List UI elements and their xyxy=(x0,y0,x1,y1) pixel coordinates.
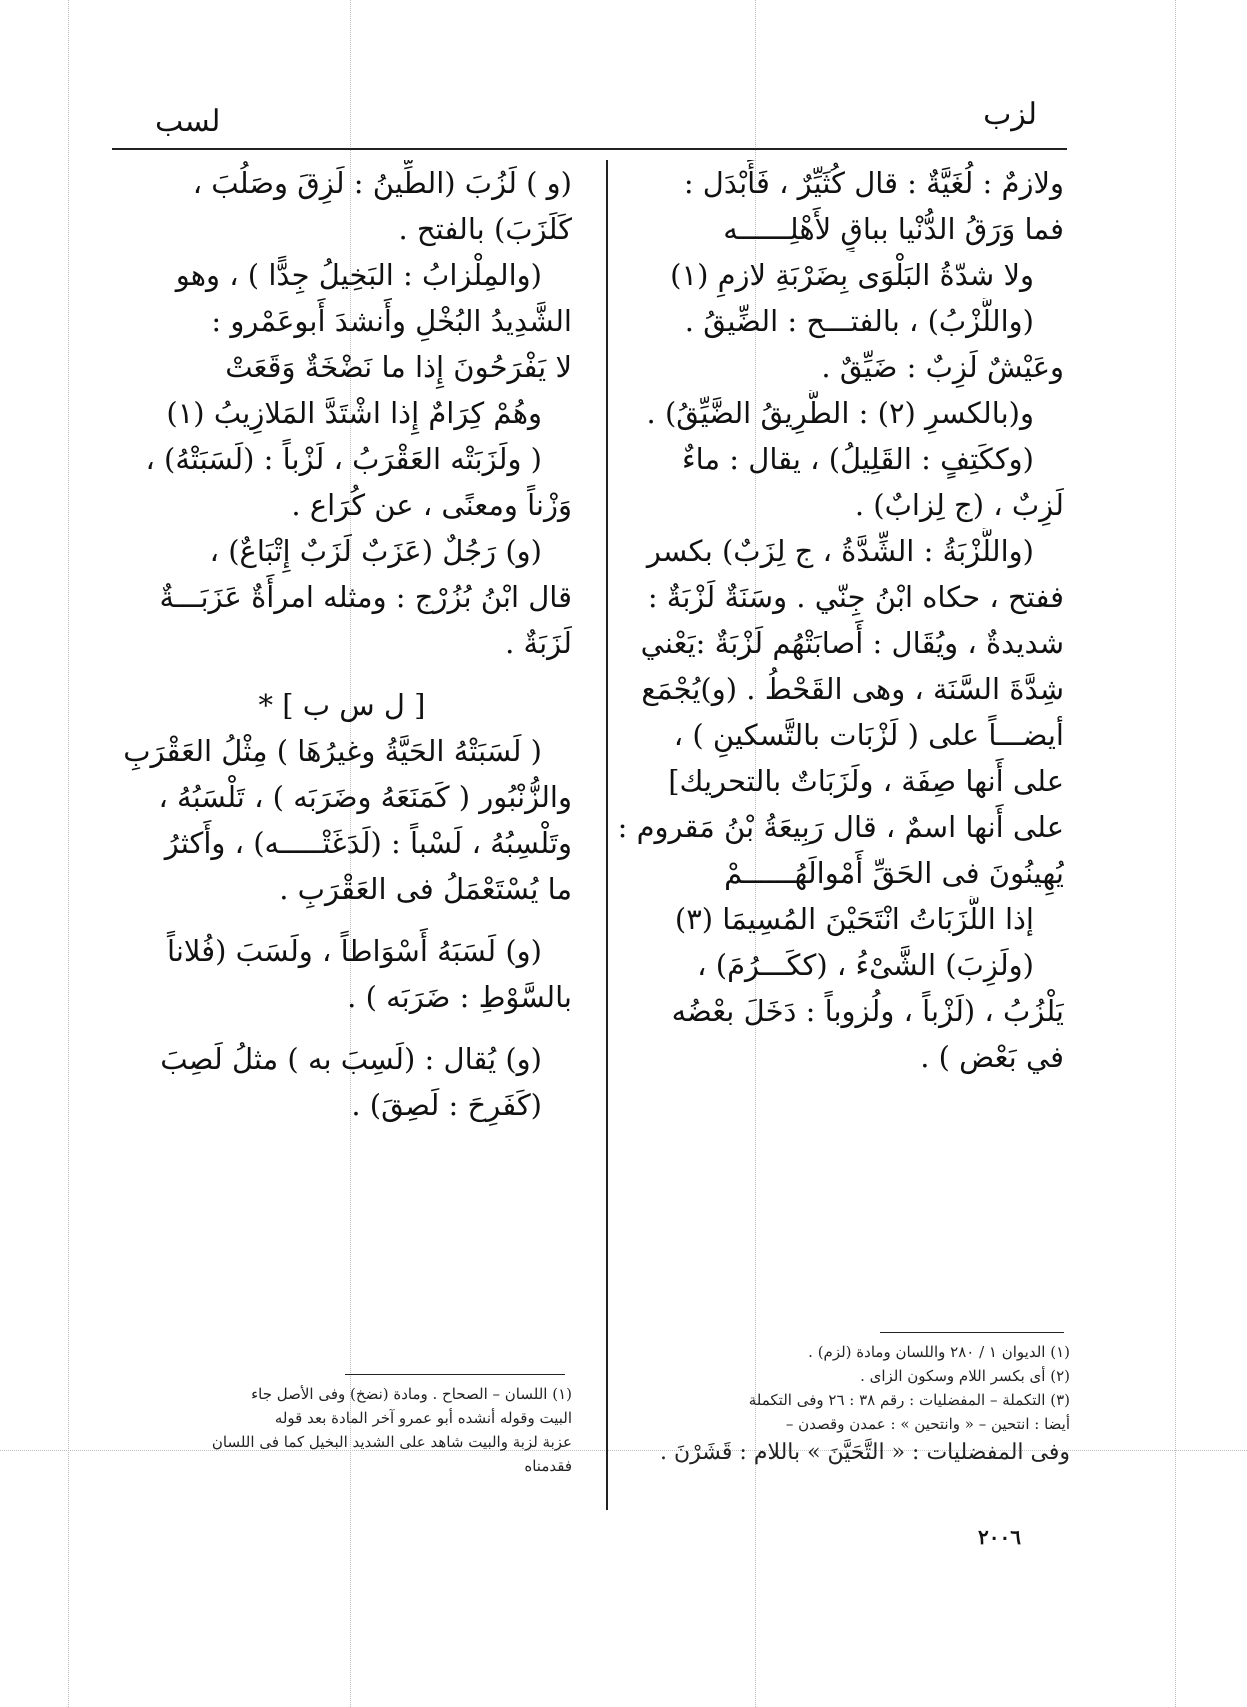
spacer xyxy=(112,666,572,682)
entry-line: (و) يُقال : (لَسِبَ به ) مثلُ لَصِبَ xyxy=(160,1042,542,1076)
verse-line: ولا شدّةُ البَلْوَى بِضَرْبَةِ لازمِ (١) xyxy=(670,258,1034,292)
verse-line: فما وَرَقُ الدُّنْيا بباقٍ لأَهْلِــــــه xyxy=(723,212,1064,246)
entry-line: (واللَّزْبَةُ : الشِّدَّةُ ، ج لِزَبٌ) بكسر xyxy=(646,534,1034,568)
text-line: ففتح ، حكاه ابْنُ جِنّي . وسَنَةٌ لَزْبَةٌ : xyxy=(647,580,1064,614)
footnote: فقدمناه xyxy=(524,1457,572,1475)
entry-line: ( لَسَبَتْهُ الحَيَّةُ وغيرُهَا ) مِثْلُ العَقْرَبِ xyxy=(123,734,542,768)
text-line: ما يُسْتَعْمَلُ فى العَقْرَبِ . xyxy=(279,872,572,906)
footnote: (٣) التكملة – المفضليات : رقم ٣٨ : ٢٦ وفى التكملة xyxy=(748,1391,1070,1409)
text-line: وَزْناً ومعنًى ، عن كُرَاع . xyxy=(291,488,572,522)
entry-line: و(بالكسرِ (٢) : الطَّرِيقُ الضَّيِّقُ) . xyxy=(646,396,1034,430)
footnotes-left xyxy=(112,1382,572,1478)
column-divider xyxy=(606,160,608,1510)
right-column xyxy=(612,160,1064,1080)
footnote: (١) الديوان ١ / ٢٨٠ واللسان ومادة (لزم) . xyxy=(808,1343,1070,1361)
footnote: عزبة لزبة والبيت شاهد على الشديد البخيل كما فى اللسان xyxy=(211,1433,572,1451)
text-line: (كَفَرِحَ : لَصِقَ) . xyxy=(351,1088,542,1122)
header-rule xyxy=(112,148,1067,150)
running-head-left: لسب xyxy=(155,104,221,139)
footnote: وفى المفضليات : « التَّحَيَّنَ » باللام : قَشَرْنَ . xyxy=(660,1440,1070,1465)
footnote-rule-right xyxy=(880,1332,1064,1333)
footnote: أيضا : انتحين – « وانتحين » : عمدن وقصدن – xyxy=(785,1415,1070,1433)
verse-line: لا يَفْرَحُونَ إِذا ما نَضْخَةٌ وَقَعَتْ xyxy=(225,350,572,384)
verse-line: إذا اللَّزَبَاتُ انْتَحَيْنَ المُسِيمَا (٣) xyxy=(674,902,1034,936)
entry-line: (و) رَجُلٌ (عَزَبٌ لَزَبٌ إِتْبَاعٌ) ، xyxy=(209,534,542,568)
entry-line: (ولَزِبَ) الشَّىْءُ ، (ككَـــرُمَ) ، xyxy=(697,948,1034,982)
text-line: في بَعْض ) . xyxy=(920,1040,1064,1074)
text-line: يَلْزُبُ ، (لَزْباً ، ولُزوباً : دَخَلَ بعْضُه xyxy=(671,994,1064,1028)
section-heading: [ ل س ب ] * xyxy=(258,688,426,722)
entry-line: ( ولَزَبَتْه العَقْرَبُ ، لَزْباً : (لَسَبَتْهُ) ، xyxy=(145,442,542,476)
text-line: بالسَّوْطِ : ضَرَبَه ) . xyxy=(347,980,572,1014)
text-line: لَزِبٌ ، (ج لِزابٌ) . xyxy=(854,488,1064,522)
page-number: ٢٠٠٦ xyxy=(978,1525,1021,1549)
text-line: كَلَزَبَ) بالفتح . xyxy=(398,212,572,246)
text-line: وتَلْسِبُهُ ، لَسْباً : (لَدَغَتْـــــه) ، وأَكثرُ xyxy=(164,826,572,860)
spacer xyxy=(112,912,572,928)
text-line: وعَيْشٌ لَزِبٌ : ضَيِّقٌ . xyxy=(821,350,1064,384)
entry-line: (و ) لَزُبَ (الطِّينُ : لَزِقَ وصَلُبَ ، xyxy=(192,166,572,200)
text-line: شِدَّةَ السَّنَة ، وهى القَحْطُ . (و)يُجْمَع xyxy=(641,672,1064,706)
verse-line: وهُمْ كِرَامٌ إِذا اشْتَدَّ المَلازِيبُ (١) xyxy=(166,396,542,430)
left-column xyxy=(112,160,572,1128)
entry-line: (والمِلْزابُ : البَخِيلُ جِدًّا ) ، وهو xyxy=(175,258,542,292)
text-line: شديدةٌ ، ويُقَال : أَصابَتْهُم لَزْبَةٌ :يَعْني xyxy=(640,626,1064,660)
footnotes-right xyxy=(640,1340,1070,1470)
footnote-rule-left xyxy=(345,1374,565,1375)
text-line: على أَنها اسمٌ ، قال رَبِيعَةُ بْنُ مَقروم : xyxy=(617,810,1064,844)
text-line: لَزَبَةٌ . xyxy=(505,626,572,660)
footnote: (١) اللسان – الصحاح . ومادة (نضخ) وفى الأصل جاء xyxy=(251,1385,572,1403)
entry-line: (و) لَسَبَهُ أَسْوَاطاً ، ولَسَبَ (فُلاناً xyxy=(167,934,542,968)
text-line: قال ابْنُ بُزُرْج : ومثله امرأَةٌ عَزَبَـــةٌ xyxy=(159,580,572,614)
verse-line: يُهِينُونَ فى الحَقِّ أَمْوالَهُــــــمْ xyxy=(724,856,1064,890)
entry-line: (واللَّزْبُ) ، بالفتـــح : الضِّيقُ . xyxy=(684,304,1034,338)
entry-line: (وككَتِفٍ : القَلِيلُ) ، يقال : ماءٌ xyxy=(682,442,1034,476)
text-line: على أَنها صِفَة ، ولَزَبَاتٌ بالتحريك] xyxy=(668,764,1064,798)
text-line: الشَّدِيدُ البُخْلِ وأَنشدَ أَبوعَمْرو : xyxy=(211,304,572,338)
text-line: ولازمٌ : لُغَيَّةٌ : قال كُثَيِّرٌ ، فَأَبْدَل : xyxy=(683,166,1064,200)
text-line: أيضـــاً على ( لَزْبَات بالتَّسكينِ ) ، xyxy=(673,718,1064,752)
footnote: (٢) أى بكسر اللام وسكون الزاى . xyxy=(860,1367,1070,1385)
spacer xyxy=(112,1020,572,1036)
running-head-right: لزب xyxy=(983,97,1037,132)
text-line: والزُّنْبُور ( كَمَنَعَهُ وضَرَبَه ) ، تَلْسَبُهُ ، xyxy=(158,780,572,814)
footnote: البيت وقوله أنشده أبو عمرو آخر المادة بعد قوله xyxy=(274,1409,572,1427)
